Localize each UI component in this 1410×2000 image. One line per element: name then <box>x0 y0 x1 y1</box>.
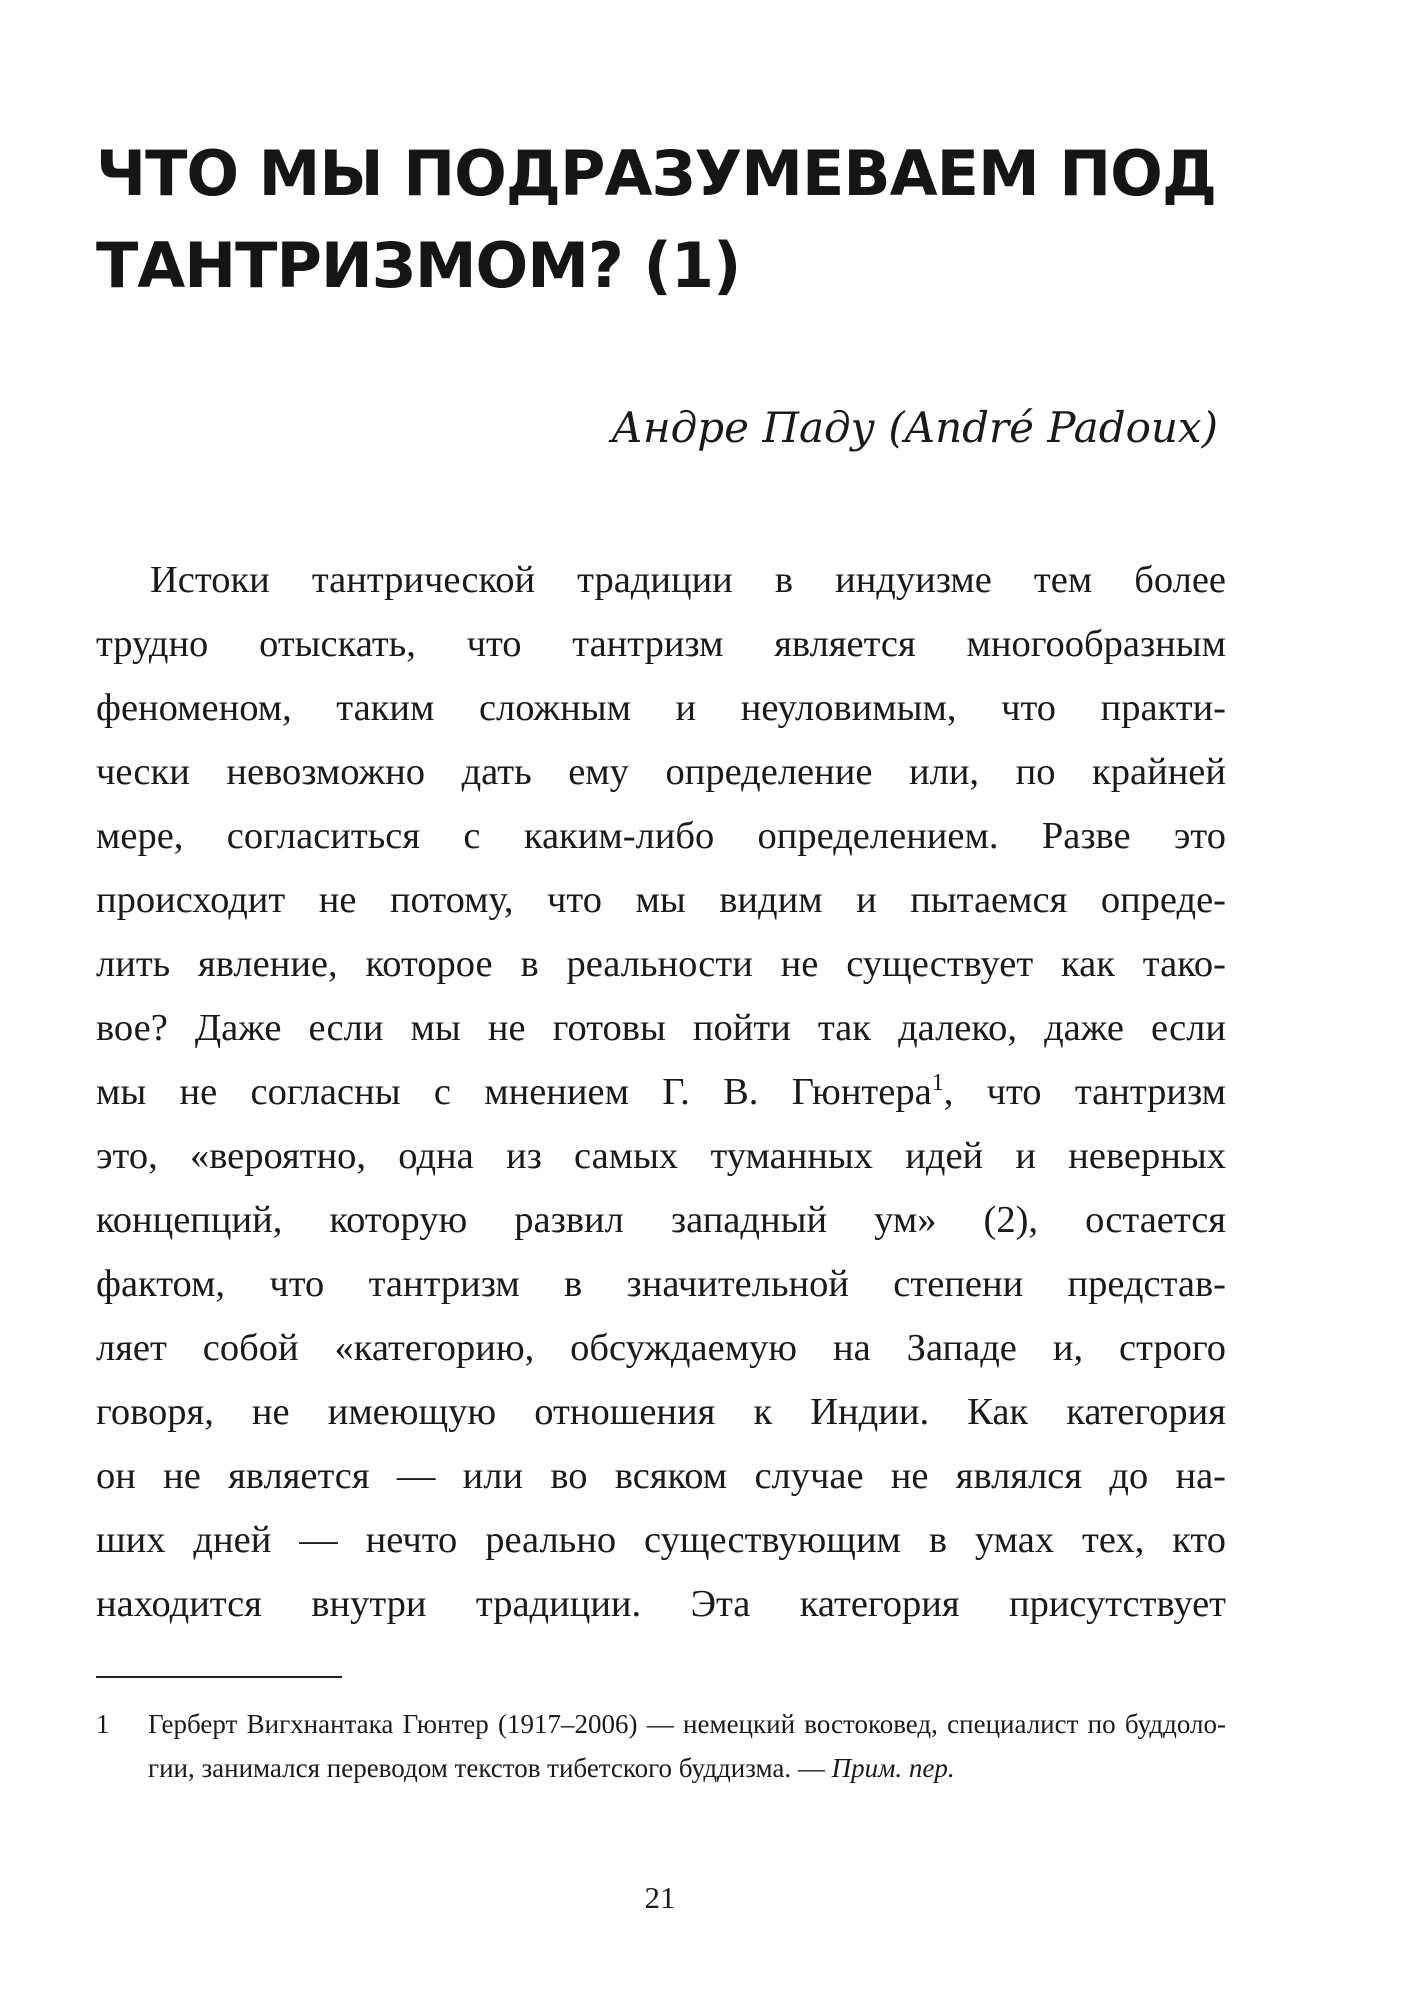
footnote-line-2 <box>96 1746 1226 1790</box>
page-number: 21 <box>644 1880 676 1915</box>
footnote-line-1: Герберт Вигхнантака Гюнтер (1917–2006) — немецкий востоковед, специалист по буддоло- <box>148 1709 1226 1739</box>
body-line: ляет собой «категорию, обсуждаемую на Западе и, строго <box>96 1327 1226 1369</box>
translator-note: Прим. пер. <box>831 1753 955 1783</box>
body-line: фактом, что тантризм в значительной степени представ- <box>96 1263 1226 1305</box>
footnote-number: 1 <box>96 1709 110 1739</box>
body-line: происходит не потому, что мы видим и пытаемся опреде- <box>96 879 1226 921</box>
body-line: вое? Даже если мы не готовы пойти так далеко, даже если <box>96 1007 1226 1049</box>
body-line: находится внутри традиции. Эта категория присутствует <box>96 1583 1226 1625</box>
footnote <box>96 1702 1226 1790</box>
body-line: трудно отыскать, что тантризм является многообразным <box>96 623 1226 665</box>
footnote-line-2-text: гии, занимался переводом текстов тибетского буддизма. — <box>148 1753 832 1783</box>
chapter-title-line-2: ТАНТРИЗМОМ? (1) <box>96 229 741 302</box>
body-line: концепций, которую развил западный ум» (2), остается <box>96 1199 1226 1241</box>
footnote-divider <box>96 1676 342 1678</box>
body-line-continuation: , что тантризм <box>943 1071 1227 1113</box>
body-line-text: мы не согласны с мнением Г. В. Гюнтера <box>96 1071 932 1113</box>
body-line: Истоки тантрической традиции в индуизме тем более <box>150 559 1226 601</box>
body-line: он не является — или во всяком случае не являлся до на- <box>96 1455 1226 1497</box>
chapter-title <box>96 128 1236 312</box>
body-line: ших дней — нечто реально существующим в умах тех, кто <box>96 1519 1226 1561</box>
body-line: лить явление, которое в реальности не существует как тако- <box>96 943 1226 985</box>
footnote-reference[interactable]: 1 <box>931 1070 944 1097</box>
body-text <box>96 548 1226 1636</box>
body-line: чески невозможно дать ему определение или, по крайней <box>96 751 1226 793</box>
body-line-with-footnote <box>96 1060 1226 1124</box>
body-line: феноменом, таким сложным и неуловимым, что практи- <box>96 687 1226 729</box>
body-line: говоря, не имеющую отношения к Индии. Как категория <box>96 1391 1226 1433</box>
chapter-title-line-1: ЧТО МЫ ПОДРАЗУМЕВАЕМ ПОД <box>96 137 1217 210</box>
body-line: мере, согласиться с каким-либо определением. Разве это <box>96 815 1226 857</box>
chapter-author: Андре Паду (André Padoux) <box>611 403 1218 452</box>
body-line: это, «вероятно, одна из самых туманных идей и неверных <box>96 1135 1226 1177</box>
